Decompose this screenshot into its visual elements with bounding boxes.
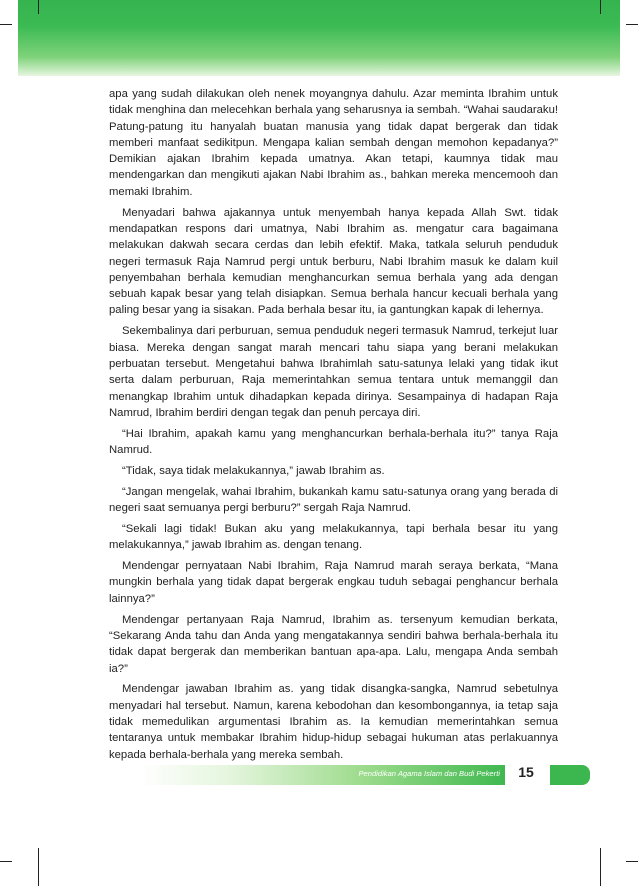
paragraph: Mendengar pertanyaan Raja Namrud, Ibrahim as. tersenyum kemudian berkata, “Sekarang Anda tahu dan Anda yang mengatakannya sendiri bahwa berhala-berhala itu tidak dapat bergerak dan memberikan bantuan apa-apa. Lalu, mengapa Anda sembah ia?” [109,613,558,675]
page-number: 15 [518,764,534,780]
crop-mark [600,848,601,886]
crop-mark [626,861,638,862]
crop-mark [38,0,39,14]
paragraph: Mendengar pernyataan Nabi Ibrahim, Raja Namrud marah seraya berkata, “Mana mungkin berhala yang tidak dapat bergerak engkau tuduh sebagai penghancur berhala lainnya?” [109,560,558,605]
paragraph: Mendengar jawaban Ibrahim as. yang tidak disangka-sangka, Namrud sebetulnya menyadari hal tersebut. Namun, karena kebodohan dan kesombongannya, ia tetap saja tidak memedulikan argumentasi Ibrahim as. Ia kemudian memerintahkan semua tentaranya untuk membakar Ibrahim hidup-hidup sebagai hukuman atas perlakuannya kepada berhala-berhala yang mereka sembah. [109,683,558,761]
paragraph: “Hai Ibrahim, apakah kamu yang menghancurkan berhala-berhala itu?” tanya Raja Namrud. [109,427,558,457]
crop-mark [626,24,638,25]
paragraph: Sekembalinya dari perburuan, semua penduduk negeri termasuk Namrud, terkejut luar biasa. Mereka dengan sangat marah mencari tahu siapa yang berani melakukan perbuatan tersebut. Mengetahui bahwa Ibrahimlah satu-satunya lelaki yang tidak ikut serta dalam perburuan, Raja memerintahkan semua tentara untuk memanggil dan menangkap Ibrahim untuk dihadapkan kepada dirinya. Sesampainya di hadapan Raja Namrud, Ibrahim berdiri dengan tegak dan penuh percaya diri. [109,325,558,419]
crop-mark [0,861,12,862]
crop-mark [38,848,39,886]
crop-mark [600,0,601,14]
header-band [18,0,620,76]
paragraph: “Tidak, saya tidak melakukannya,” jawab Ibrahim as. [122,464,385,477]
paragraph: “Jangan mengelak, wahai Ibrahim, bukankah kamu satu-satunya orang yang berada di negeri saat semuanya pergi berburu?” sergah Raja Namrud. [109,485,558,515]
crop-mark [0,24,12,25]
paragraph: apa yang sudah dilakukan oleh nenek moyangnya dahulu. Azar meminta Ibrahim untuk tidak menghina dan melecehkan berhala yang seharusnya ia sembah. “Wahai saudaraku! Patung-patung itu hanyalah buatan manusia yang tidak dapat bergerak dan tidak memberi manfaat sedikitpun. Mengapa kalian sembah dengan memohon kepadanya?” Demikian ajakan Ibrahim kepada umatnya. Akan tetapi, kaumnya tidak mau mendengarkan dan mengikuti ajakan Nabi Ibrahim as., bahkan mereka mencemooh dan memaki Ibrahim. [109,88,558,198]
book-title: Pendidikan Agama Islam dan Budi Pekerti [358,769,500,778]
paragraph: Menyadari bahwa ajakannya untuk menyembah hanya kepada Allah Swt. tidak mendapatkan respons dari umatnya, Nabi Ibrahim as. mengatur cara bagaimana melakukan dakwah secara cerdas dan lebih efektif. Maka, tatkala seluruh penduduk negeri termasuk Raja Namrud pergi untuk berburu, Nabi Ibrahim masuk ke dalam kuil penyembahan berhala kemudian menghancurkan semua berhala yang ada dengan sebuah kapak besar yang telah disiapkan. Semua berhala hancur kecuali berhala yang paling besar yang ia sisakan. Pada berhala besar itu, ia gantungkan kapak di lehernya. [109,206,558,317]
page-tab [550,765,590,785]
body-text [109,86,558,768]
paragraph: “Sekali lagi tidak! Bukan aku yang melakukannya, tapi berhala besar itu yang melakukannya,” jawab Ibrahim as. dengan tenang. [109,522,558,552]
